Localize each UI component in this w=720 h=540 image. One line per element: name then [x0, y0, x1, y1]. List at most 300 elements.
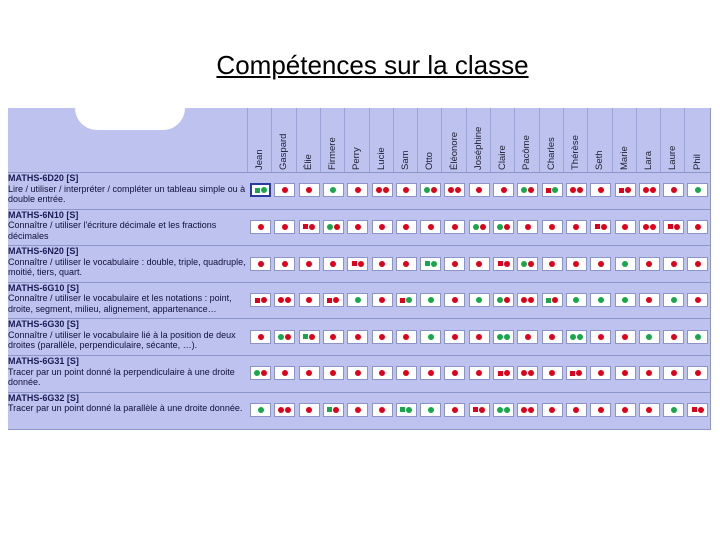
red-mark-icon — [570, 187, 576, 193]
evaluation-cell[interactable] — [323, 183, 344, 197]
evaluation-cell[interactable] — [687, 257, 708, 271]
evaluation-cell[interactable] — [517, 257, 538, 271]
red-mark-icon — [282, 261, 288, 267]
red-mark-icon — [355, 187, 361, 193]
evaluation-cell[interactable] — [469, 366, 490, 380]
red-mark-icon — [400, 298, 405, 303]
student-name: Élie — [302, 154, 314, 170]
evaluation-cell[interactable] — [590, 366, 611, 380]
red-mark-icon — [521, 370, 527, 376]
red-mark-icon — [258, 261, 264, 267]
student-column-header[interactable] — [684, 108, 709, 172]
evaluation-cell[interactable] — [250, 257, 271, 271]
red-mark-icon — [261, 297, 267, 303]
evaluation-cell[interactable] — [396, 330, 417, 344]
red-mark-icon — [428, 224, 434, 230]
student-name: Pacôme — [521, 135, 533, 170]
red-mark-icon — [428, 370, 434, 376]
student-column-header[interactable] — [612, 108, 637, 172]
evaluation-cell[interactable] — [639, 293, 660, 307]
evaluation-cell[interactable] — [517, 366, 538, 380]
evaluation-cell[interactable] — [542, 257, 563, 271]
evaluation-cell[interactable] — [639, 257, 660, 271]
competency-label[interactable] — [8, 319, 248, 354]
red-mark-icon — [546, 188, 551, 193]
evaluation-cell[interactable] — [444, 220, 465, 234]
evaluation-cell[interactable] — [420, 293, 441, 307]
student-column-header[interactable] — [490, 108, 515, 172]
student-name: Seth — [594, 150, 606, 170]
red-mark-icon — [258, 334, 264, 340]
evaluation-cell[interactable] — [396, 183, 417, 197]
evaluation-cell[interactable] — [444, 403, 465, 417]
green-mark-icon — [425, 261, 430, 266]
red-mark-icon — [258, 224, 264, 230]
evaluation-cell[interactable] — [396, 403, 417, 417]
student-column-header[interactable] — [296, 108, 321, 172]
evaluation-cell[interactable] — [323, 330, 344, 344]
evaluation-cell[interactable] — [250, 293, 271, 307]
evaluation-cell[interactable] — [615, 220, 636, 234]
evaluation-cell[interactable] — [274, 183, 295, 197]
evaluation-cell[interactable] — [687, 220, 708, 234]
student-name: Marie — [618, 146, 630, 170]
competency-description: Tracer par un point donné la parallèle à une droite donnée. — [8, 403, 243, 414]
red-mark-icon — [278, 407, 284, 413]
evaluation-cell[interactable] — [323, 366, 344, 380]
evaluation-cell[interactable] — [469, 257, 490, 271]
red-mark-icon — [501, 187, 507, 193]
evaluation-cell[interactable] — [420, 220, 441, 234]
evaluation-cell[interactable] — [663, 293, 684, 307]
evaluation-cell[interactable] — [469, 183, 490, 197]
evaluation-cell[interactable] — [517, 330, 538, 344]
red-mark-icon — [576, 370, 582, 376]
red-mark-icon — [498, 261, 503, 266]
red-mark-icon — [622, 224, 628, 230]
student-column-header[interactable] — [563, 108, 588, 172]
evaluation-cell[interactable] — [372, 403, 393, 417]
evaluation-cell[interactable] — [639, 183, 660, 197]
evaluation-cell[interactable] — [323, 403, 344, 417]
red-mark-icon — [476, 334, 482, 340]
student-column-header[interactable] — [369, 108, 394, 172]
red-mark-icon — [379, 370, 385, 376]
red-mark-icon — [577, 187, 583, 193]
red-mark-icon — [598, 370, 604, 376]
green-mark-icon — [431, 261, 437, 267]
green-mark-icon — [695, 187, 701, 193]
red-mark-icon — [598, 261, 604, 267]
competency-description: Tracer par un point donné la perpendiculaire à une droite donnée. — [8, 366, 235, 387]
student-column-header[interactable] — [636, 108, 661, 172]
evaluation-cell[interactable] — [663, 183, 684, 197]
evaluation-cell[interactable] — [493, 366, 514, 380]
evaluation-cell[interactable] — [517, 293, 538, 307]
evaluation-cell[interactable] — [274, 257, 295, 271]
competency-code: MATHS-6N10 [S] — [8, 209, 79, 220]
red-mark-icon — [622, 407, 628, 413]
red-mark-icon — [358, 261, 364, 267]
evaluation-cell[interactable] — [347, 257, 368, 271]
student-column-header[interactable] — [514, 108, 539, 172]
red-mark-icon — [570, 371, 575, 376]
evaluation-cell[interactable] — [299, 220, 320, 234]
green-mark-icon — [428, 407, 434, 413]
evaluation-cell[interactable] — [566, 257, 587, 271]
red-mark-icon — [327, 298, 332, 303]
student-name: Otto — [424, 152, 436, 170]
red-mark-icon — [601, 224, 607, 230]
evaluation-cell[interactable] — [590, 183, 611, 197]
green-mark-icon — [671, 407, 677, 413]
red-mark-icon — [598, 334, 604, 340]
evaluation-cell[interactable] — [250, 220, 271, 234]
evaluation-cell[interactable] — [299, 366, 320, 380]
green-mark-icon — [497, 407, 503, 413]
green-mark-icon — [255, 188, 260, 193]
evaluation-cell[interactable] — [542, 183, 563, 197]
red-mark-icon — [452, 370, 458, 376]
student-name: Lucie — [375, 147, 387, 170]
green-mark-icon — [646, 334, 652, 340]
evaluation-cell[interactable] — [420, 183, 441, 197]
red-mark-icon — [643, 224, 649, 230]
evaluation-cell[interactable] — [250, 330, 271, 344]
evaluation-cell[interactable] — [566, 330, 587, 344]
evaluation-cell[interactable] — [542, 366, 563, 380]
evaluation-cell[interactable] — [299, 257, 320, 271]
student-column-header[interactable] — [393, 108, 418, 172]
red-mark-icon — [376, 187, 382, 193]
evaluation-cell[interactable] — [299, 330, 320, 344]
red-mark-icon — [306, 370, 312, 376]
red-mark-icon — [504, 224, 510, 230]
evaluation-cell[interactable] — [615, 366, 636, 380]
evaluation-cell[interactable] — [639, 330, 660, 344]
student-column-header[interactable] — [320, 108, 345, 172]
evaluation-cell[interactable] — [396, 366, 417, 380]
competency-label[interactable] — [8, 283, 248, 318]
evaluation-cell[interactable] — [347, 366, 368, 380]
evaluation-cell[interactable] — [420, 330, 441, 344]
evaluation-cell[interactable] — [493, 403, 514, 417]
evaluation-cell[interactable] — [542, 293, 563, 307]
evaluation-cell[interactable] — [444, 366, 465, 380]
evaluation-cell[interactable] — [420, 403, 441, 417]
green-mark-icon — [278, 334, 284, 340]
red-mark-icon — [452, 297, 458, 303]
evaluation-cell[interactable] — [687, 183, 708, 197]
evaluation-cell[interactable] — [299, 403, 320, 417]
red-mark-icon — [528, 297, 534, 303]
evaluation-cell[interactable] — [444, 183, 465, 197]
red-mark-icon — [255, 298, 260, 303]
evaluation-cell[interactable] — [590, 330, 611, 344]
student-column-header[interactable] — [417, 108, 442, 172]
evaluation-cell[interactable] — [372, 330, 393, 344]
student-column-header[interactable] — [587, 108, 612, 172]
competency-description: Connaître / utiliser l'écriture décimale et les fractions décimales — [8, 220, 217, 241]
green-mark-icon — [330, 187, 336, 193]
student-column-header[interactable] — [344, 108, 369, 172]
red-mark-icon — [573, 224, 579, 230]
evaluation-cell[interactable] — [299, 183, 320, 197]
evaluation-cell[interactable] — [274, 220, 295, 234]
evaluation-cell[interactable] — [274, 330, 295, 344]
red-mark-icon — [452, 334, 458, 340]
evaluation-cell[interactable] — [250, 366, 271, 380]
green-mark-icon — [400, 407, 405, 412]
evaluation-cell[interactable] — [396, 220, 417, 234]
competency-label[interactable] — [8, 393, 248, 428]
student-column-header[interactable] — [466, 108, 491, 172]
competency-code: MATHS-6G10 [S] — [8, 282, 79, 293]
green-mark-icon — [622, 297, 628, 303]
evaluation-cell[interactable] — [663, 257, 684, 271]
evaluation-cell[interactable] — [566, 293, 587, 307]
student-column-header[interactable] — [660, 108, 685, 172]
student-name: Charles — [545, 137, 557, 170]
red-mark-icon — [622, 334, 628, 340]
green-mark-icon — [254, 370, 260, 376]
evaluation-cell[interactable] — [372, 366, 393, 380]
student-name: Jean — [254, 149, 266, 170]
red-mark-icon — [355, 370, 361, 376]
red-mark-icon — [379, 261, 385, 267]
evaluation-cell[interactable] — [517, 220, 538, 234]
red-mark-icon — [646, 407, 652, 413]
evaluation-cell[interactable] — [274, 293, 295, 307]
student-name: Sam — [399, 150, 411, 170]
page-title: Compétences sur la classe — [216, 50, 529, 80]
red-mark-icon — [282, 370, 288, 376]
evaluation-cell[interactable] — [493, 220, 514, 234]
evaluation-cell[interactable] — [250, 183, 271, 197]
green-mark-icon — [504, 407, 510, 413]
red-mark-icon — [525, 224, 531, 230]
evaluation-cell[interactable] — [663, 220, 684, 234]
evaluation-cell[interactable] — [323, 293, 344, 307]
green-mark-icon — [497, 334, 503, 340]
evaluation-cell[interactable] — [469, 330, 490, 344]
evaluation-cell[interactable] — [396, 257, 417, 271]
evaluation-cell[interactable] — [274, 403, 295, 417]
evaluation-cell[interactable] — [493, 183, 514, 197]
red-mark-icon — [528, 187, 534, 193]
red-mark-icon — [674, 224, 680, 230]
red-mark-icon — [504, 297, 510, 303]
competency-label[interactable] — [8, 173, 248, 208]
evaluation-cell[interactable] — [420, 257, 441, 271]
student-name: Claire — [497, 145, 509, 170]
green-mark-icon — [473, 224, 479, 230]
green-mark-icon — [546, 298, 551, 303]
evaluation-cell[interactable] — [469, 220, 490, 234]
evaluation-cell[interactable] — [590, 257, 611, 271]
evaluation-cell[interactable] — [542, 330, 563, 344]
evaluation-cell[interactable] — [323, 220, 344, 234]
red-mark-icon — [528, 407, 534, 413]
red-mark-icon — [650, 187, 656, 193]
evaluation-cell[interactable] — [250, 403, 271, 417]
evaluation-cell[interactable] — [615, 330, 636, 344]
evaluation-cell[interactable] — [542, 403, 563, 417]
evaluation-cell[interactable] — [396, 293, 417, 307]
red-mark-icon — [646, 370, 652, 376]
evaluation-cell[interactable] — [639, 366, 660, 380]
evaluation-cell[interactable] — [493, 330, 514, 344]
student-header-row — [247, 108, 710, 172]
red-mark-icon — [455, 187, 461, 193]
green-mark-icon — [406, 407, 412, 413]
evaluation-cell[interactable] — [687, 366, 708, 380]
evaluation-cell[interactable] — [347, 330, 368, 344]
red-mark-icon — [330, 370, 336, 376]
competency-code: MATHS-6G32 [S] — [8, 392, 79, 403]
red-mark-icon — [528, 261, 534, 267]
evaluation-cell[interactable] — [372, 293, 393, 307]
red-mark-icon — [692, 407, 697, 412]
student-name: Firmere — [327, 137, 339, 170]
evaluation-cell[interactable] — [347, 183, 368, 197]
competency-description: Connaître / utiliser le vocabulaire lié à la position de deux droites (parallèle, perpendiculaire, sécante, …). — [8, 329, 236, 351]
evaluation-cell[interactable] — [590, 403, 611, 417]
competency-code: MATHS-6D20 [S] — [8, 173, 79, 183]
student-column-header[interactable] — [539, 108, 564, 172]
competency-label[interactable] — [8, 246, 248, 281]
red-mark-icon — [306, 297, 312, 303]
evaluation-cell[interactable] — [639, 220, 660, 234]
red-mark-icon — [668, 224, 673, 229]
evaluation-cell[interactable] — [444, 293, 465, 307]
student-name: Lara — [642, 150, 654, 170]
red-mark-icon — [671, 261, 677, 267]
red-mark-icon — [504, 261, 510, 267]
red-mark-icon — [379, 224, 385, 230]
green-mark-icon — [497, 224, 503, 230]
red-mark-icon — [671, 187, 677, 193]
red-mark-icon — [622, 370, 628, 376]
evaluation-cell[interactable] — [347, 403, 368, 417]
student-name: Gaspard — [278, 133, 290, 170]
red-mark-icon — [598, 187, 604, 193]
student-column-header[interactable] — [247, 108, 272, 172]
competency-label[interactable] — [8, 210, 248, 245]
evaluation-cell[interactable] — [566, 366, 587, 380]
evaluation-cell[interactable] — [493, 257, 514, 271]
green-mark-icon — [428, 297, 434, 303]
evaluation-cell[interactable] — [469, 293, 490, 307]
evaluation-cell[interactable] — [687, 293, 708, 307]
red-mark-icon — [452, 407, 458, 413]
red-mark-icon — [285, 334, 291, 340]
red-mark-icon — [383, 187, 389, 193]
evaluation-cell[interactable] — [687, 330, 708, 344]
red-mark-icon — [549, 224, 555, 230]
evaluation-cell[interactable] — [566, 183, 587, 197]
green-mark-icon — [327, 224, 333, 230]
evaluation-cell[interactable] — [566, 220, 587, 234]
evaluation-cell[interactable] — [347, 293, 368, 307]
evaluation-cell[interactable] — [663, 330, 684, 344]
evaluation-cell[interactable] — [372, 257, 393, 271]
green-mark-icon — [428, 334, 434, 340]
red-mark-icon — [448, 187, 454, 193]
competency-label[interactable] — [8, 356, 248, 391]
evaluation-cell[interactable] — [615, 293, 636, 307]
red-mark-icon — [698, 407, 704, 413]
red-mark-icon — [573, 261, 579, 267]
red-mark-icon — [285, 297, 291, 303]
red-mark-icon — [479, 407, 485, 413]
evaluation-cell[interactable] — [372, 183, 393, 197]
evaluation-cell[interactable] — [469, 403, 490, 417]
red-mark-icon — [306, 187, 312, 193]
evaluation-cell[interactable] — [615, 183, 636, 197]
evaluation-cell[interactable] — [615, 257, 636, 271]
red-mark-icon — [625, 187, 631, 193]
red-mark-icon — [549, 407, 555, 413]
red-mark-icon — [306, 407, 312, 413]
red-mark-icon — [309, 334, 315, 340]
red-mark-icon — [403, 334, 409, 340]
evaluation-cell[interactable] — [517, 183, 538, 197]
evaluation-cell[interactable] — [566, 403, 587, 417]
red-mark-icon — [352, 261, 357, 266]
evaluation-cell[interactable] — [323, 257, 344, 271]
competency-code: MATHS-6G30 [S] — [8, 319, 79, 330]
red-mark-icon — [403, 370, 409, 376]
student-column-header[interactable] — [441, 108, 466, 172]
green-mark-icon — [521, 187, 527, 193]
red-mark-icon — [480, 224, 486, 230]
green-mark-icon — [261, 187, 267, 193]
evaluation-cell[interactable] — [444, 257, 465, 271]
red-mark-icon — [650, 224, 656, 230]
evaluation-cell[interactable] — [493, 293, 514, 307]
green-mark-icon — [552, 187, 558, 193]
evaluation-cell[interactable] — [639, 403, 660, 417]
evaluation-cell[interactable] — [590, 220, 611, 234]
evaluation-cell[interactable] — [663, 403, 684, 417]
evaluation-cell[interactable] — [687, 403, 708, 417]
evaluation-cell[interactable] — [299, 293, 320, 307]
evaluation-cell[interactable] — [615, 403, 636, 417]
student-column-header[interactable] — [271, 108, 296, 172]
evaluation-cell[interactable] — [420, 366, 441, 380]
red-mark-icon — [309, 224, 315, 230]
red-mark-icon — [549, 261, 555, 267]
evaluation-cell[interactable] — [372, 220, 393, 234]
evaluation-cell[interactable] — [542, 220, 563, 234]
evaluation-cell[interactable] — [444, 330, 465, 344]
red-mark-icon — [355, 334, 361, 340]
evaluation-cell[interactable] — [517, 403, 538, 417]
evaluation-cell[interactable] — [590, 293, 611, 307]
evaluation-cell[interactable] — [274, 366, 295, 380]
red-mark-icon — [452, 261, 458, 267]
green-mark-icon — [327, 407, 332, 412]
evaluation-cell[interactable] — [663, 366, 684, 380]
red-mark-icon — [330, 261, 336, 267]
evaluation-cell[interactable] — [347, 220, 368, 234]
red-mark-icon — [278, 297, 284, 303]
red-mark-icon — [498, 371, 503, 376]
red-mark-icon — [379, 334, 385, 340]
red-mark-icon — [525, 334, 531, 340]
red-mark-icon — [355, 224, 361, 230]
